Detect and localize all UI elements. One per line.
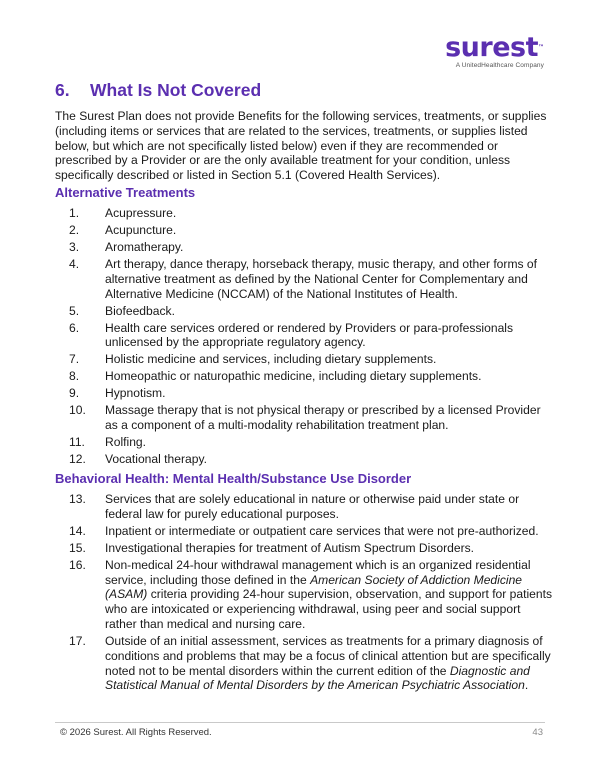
item-text: Acupuncture. [105, 222, 177, 237]
list-item [55, 386, 555, 401]
item-text: Investigational therapies for treatment of Autism Spectrum Disorders. [105, 540, 475, 555]
item-text: Acupressure. [105, 206, 177, 220]
section-heading [55, 80, 261, 101]
item-number: 1. [69, 206, 80, 220]
list-item [55, 369, 555, 384]
item-text: Holistic medicine and services, including dietary supplements. [105, 352, 437, 367]
section-number: 6. [55, 80, 70, 100]
surest-logo [445, 34, 544, 69]
item-number: 15. [69, 540, 86, 555]
list-item [55, 524, 555, 539]
footer-divider [55, 722, 545, 723]
logo-wordmark: surest™ [445, 32, 544, 63]
intro-paragraph: The Surest Plan does not provide Benefits for the following services, treatments, or supplies (including items or services that are related to the services, treatments, or supplies listed below, but which are not specifically listed below) even if they are recommended or prescribed by a Provider or are the only available treatment for your condition, unless specifically described or listed in Section 5.1 (Covered Health Services). [55, 109, 547, 183]
item-text: . [524, 678, 529, 693]
list-item [55, 223, 555, 238]
item-number: 2. [69, 222, 80, 237]
list-item [55, 304, 555, 319]
item-text: Homeopathic or naturopathic medicine, including dietary supplements. [105, 369, 482, 384]
list-item [55, 492, 555, 522]
list-item [55, 352, 555, 367]
list-item [55, 321, 555, 351]
item-text: Biofeedback. [105, 303, 175, 318]
list-item [55, 452, 555, 467]
item-text: Services that are solely educational in nature or otherwise paid under state or federal law for purely educational purposes. [105, 492, 520, 521]
item-text: Hypnotism. [105, 386, 166, 401]
item-number: 9. [69, 386, 80, 401]
item-number: 16. [69, 557, 86, 572]
list-item [55, 634, 555, 693]
item-number: 4. [69, 256, 80, 271]
list-item [55, 558, 555, 632]
alternative-treatments-list [55, 206, 555, 469]
item-number: 13. [69, 492, 86, 506]
list-item [55, 206, 555, 221]
item-number: 17. [69, 633, 86, 648]
item-number: 12. [69, 452, 86, 467]
footer-copyright: © 2026 Surest. All Rights Reserved. [60, 727, 212, 738]
list-item [55, 541, 555, 556]
subheading-alternative-treatments: Alternative Treatments [55, 185, 196, 200]
item-text: Health care services ordered or rendered by Providers or para-professionals unlicensed by the appropriate regulatory agency. [105, 320, 514, 350]
item-text: Vocational therapy. [105, 452, 207, 467]
item-text: Massage therapy that is not physical therapy or prescribed by a licensed Provider as a component of a multi-modality rehabilitation treatment plan. [105, 403, 541, 433]
item-text: Aromatherapy. [105, 239, 184, 254]
section-title: What Is Not Covered [90, 80, 262, 100]
item-text: Non-medical 24-hour withdrawal management which is an organized residential service, including those defined in the [105, 557, 531, 587]
list-item [55, 435, 555, 450]
list-item [55, 240, 555, 255]
item-number: 10. [69, 403, 86, 418]
page-number: 43 [532, 727, 543, 738]
item-number: 3. [69, 239, 80, 254]
item-text: criteria providing 24-hour supervision, observation, and support for patients who are intoxicated or experiencing withdrawal, using peer and social support rather than medical and nursing care. [105, 587, 553, 631]
item-text: Rolfing. [105, 435, 147, 450]
item-number: 7. [69, 352, 80, 367]
behavioral-health-list [55, 492, 555, 695]
item-number: 6. [69, 320, 80, 335]
list-item [55, 403, 555, 433]
item-number: 8. [69, 369, 80, 384]
list-item [55, 257, 555, 301]
item-text: Inpatient or intermediate or outpatient care services that were not pre-authorized. [105, 523, 539, 538]
item-text: Art therapy, dance therapy, horseback therapy, music therapy, and other forms of alternative treatment as defined by the National Center for Complementary and Alternative Medicine (NCCAM) of the National Institutes of Health. [105, 256, 538, 301]
logo-tagline: A UnitedHealthcare Company [455, 62, 544, 69]
item-text: Outside of an initial assessment, services as treatments for a primary diagnosis of conditions and problems that may be a focus of clinical attention but are specifically noted not to be mental disorders within the current edition of the [105, 633, 551, 678]
item-text-italic: American Society of Addiction Medicine (ASAM) [105, 572, 523, 602]
subheading-behavioral-health: Behavioral Health: Mental Health/Substance Use Disorder [55, 471, 412, 486]
item-text-italic: Diagnostic and Statistical Manual of Mental Disorders by the American Psychiatric Association [105, 663, 530, 693]
item-number: 14. [69, 523, 86, 538]
item-number: 5. [69, 303, 80, 318]
item-number: 11. [69, 435, 85, 450]
